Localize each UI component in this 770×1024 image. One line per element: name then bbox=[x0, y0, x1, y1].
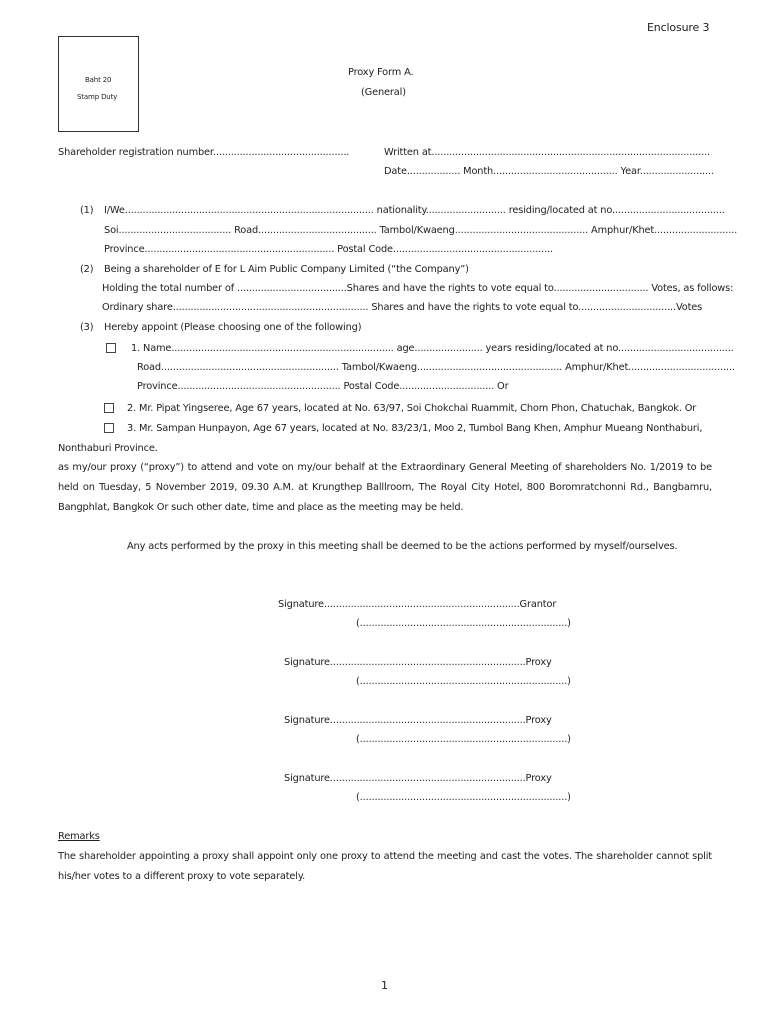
proxy-name-field-2: (......................................................................) bbox=[356, 734, 571, 745]
proxy-name-field-1: (......................................................................) bbox=[356, 676, 571, 687]
page-number: 1 bbox=[381, 979, 388, 992]
form-title: Proxy Form A. bbox=[348, 67, 414, 78]
proxy-option-3-checkbox[interactable] bbox=[104, 423, 114, 433]
shareholder-statement: Being a shareholder of E for L Aim Public Company Limited (“the Company”) bbox=[104, 264, 469, 275]
proxy-purpose-line-1: as my/our proxy (“proxy”) to attend and vote on my/our behalf at the Extraordinary General Meeting of shareholders No. 1/2019 to be bbox=[58, 462, 712, 473]
date-field: Date.................. Month.......................................... Year......................... bbox=[384, 166, 714, 177]
remarks-heading: Remarks bbox=[58, 831, 100, 842]
appoint-instruction: Hereby appoint (Please choosing one of the following) bbox=[104, 322, 362, 333]
form-subtitle: (General) bbox=[361, 87, 406, 98]
proxy-signature-line-2: Signature..................................................................Proxy bbox=[284, 715, 552, 726]
total-shares-field: Holding the total number of .....................................Shares and have the rights to vote equal to................................ Votes, as follows: bbox=[102, 283, 734, 294]
proxy-signature-line-3: Signature..................................................................Proxy bbox=[284, 773, 552, 784]
name-nationality-field: I/We.................................................................................... nationality........................... residing/located at no...................................... bbox=[104, 205, 725, 216]
proxy-signature-line-1: Signature..................................................................Proxy bbox=[284, 657, 552, 668]
stamp-amount: Baht 20 bbox=[85, 76, 112, 84]
proxy-option-3-continuation: Nonthaburi Province. bbox=[58, 443, 158, 454]
written-at-field: Written at.............................................................................................. bbox=[384, 147, 711, 158]
enclosure-label: Enclosure 3 bbox=[647, 21, 710, 34]
proxy-option-1-address-field: Road............................................................ Tambol/Kwaeng................................................. Amphur/Khet.................................... bbox=[137, 362, 735, 373]
grantor-signature-line: Signature..................................................................Grantor bbox=[278, 599, 557, 610]
proxy-purpose-line-3: Bangphlat, Bangkok Or such other date, time and place as the meeting may be held. bbox=[58, 502, 464, 513]
shareholder-registration-field: Shareholder registration number.............................................. bbox=[58, 147, 350, 158]
item-3-number: (3) bbox=[80, 322, 94, 333]
proxy-option-2-checkbox[interactable] bbox=[104, 403, 114, 413]
proxy-option-1-province-field: Province....................................................... Postal Code................................ Or bbox=[137, 381, 509, 392]
address-field: Soi...................................... Road........................................ Tambol/Kwaeng............................................. Amphur/Khet............................ bbox=[104, 225, 738, 236]
proxy-purpose-line-2: held on Tuesday, 5 November 2019, 09.30 A.M. at Krungthep Balllroom, The Royal City Hotel, 800 Boromratchonni Rd., Bangbamru, bbox=[58, 482, 712, 493]
proxy-name-field-3: (......................................................................) bbox=[356, 792, 571, 803]
ordinary-share-field: Ordinary share.................................................................. Shares and have the rights to vote equal to.................................Votes bbox=[102, 302, 703, 313]
acts-statement: Any acts performed by the proxy in this meeting shall be deemed to be the actions performed by myself/ourselves. bbox=[127, 541, 678, 552]
proxy-option-1-name-field: 1. Name........................................................................... age....................... years residing/located at no....................................... bbox=[131, 343, 734, 354]
stamp-label: Stamp Duty bbox=[77, 93, 118, 101]
stamp-duty-box bbox=[58, 36, 139, 132]
proxy-option-3-text: 3. Mr. Sampan Hunpayon, Age 67 years, located at No. 83/23/1, Moo 2, Tumbol Bang Khen, Amphur Mueang Nonthaburi, bbox=[127, 423, 703, 434]
item-2-number: (2) bbox=[80, 264, 94, 275]
proxy-option-2-text: 2. Mr. Pipat Yingseree, Age 67 years, located at No. 63/97, Soi Chokchai Ruammit, Chom Phon, Chatuchak, Bangkok. Or bbox=[127, 403, 697, 414]
province-postal-field: Province................................................................ Postal Code...................................................... bbox=[104, 244, 553, 255]
item-1-number: (1) bbox=[80, 205, 94, 216]
grantor-name-field: (......................................................................) bbox=[356, 618, 571, 629]
remarks-line-2: his/her votes to a different proxy to vote separately. bbox=[58, 871, 306, 882]
remarks-line-1: The shareholder appointing a proxy shall appoint only one proxy to attend the meeting and cast the votes. The shareholder cannot split bbox=[58, 851, 712, 862]
proxy-option-1-checkbox[interactable] bbox=[106, 343, 116, 353]
